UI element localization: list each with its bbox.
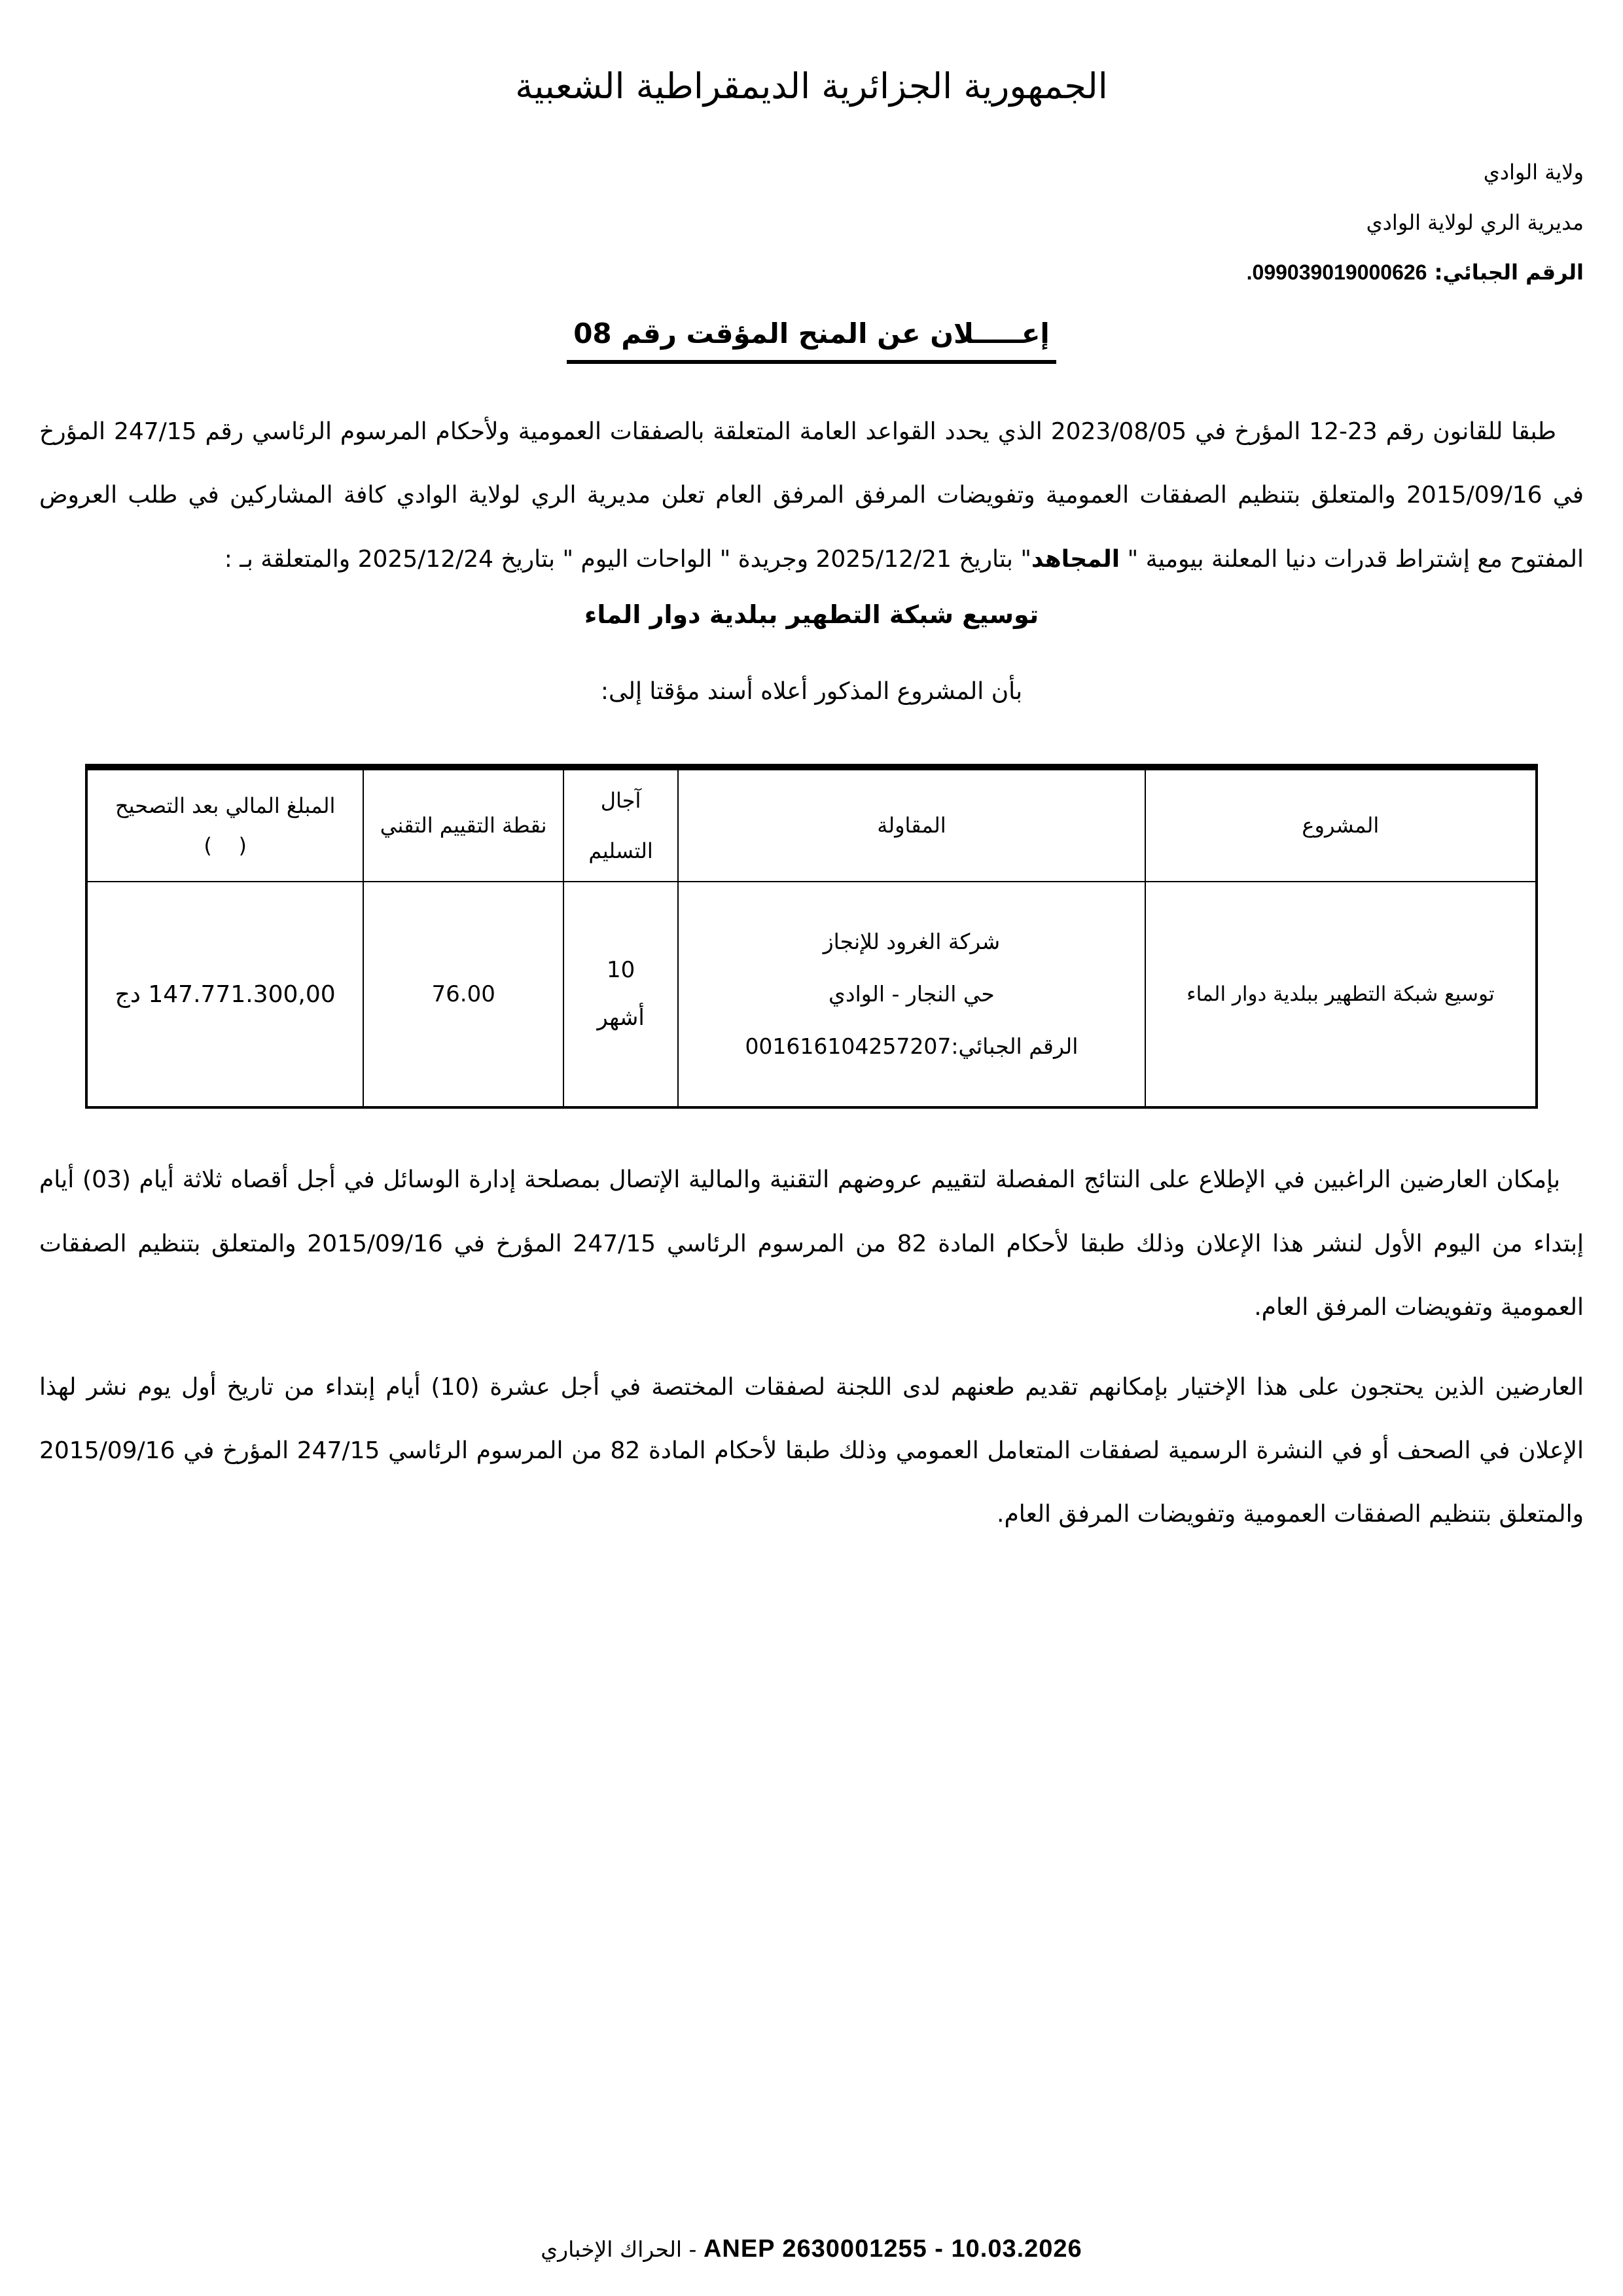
intro-text-1: طبقا للقانون رقم 23-12 المؤرخ في 2023/08/05 الذي يحدد القواعد العامة المتعلقة بالصفقات العمومية ولأحكام المرسوم الرئاسي رقم 247/15 المؤرخ في 2015/09/16 والمتعلق بتنظيم الصفقات العمومية وتفويضات المرفق المرفق العام تعلن مديرية الري لولاية الوادي كافة المشاركين في طلب العروض المفتوح مع إشتراط قدرات دنيا المعلنة بيومية " [39,418,1584,573]
table-row [86,882,1537,1107]
issuer-block [39,147,1584,298]
fiscal-number: 099039019000626. [1246,260,1427,285]
col-header-project: المشروع [1145,767,1537,882]
amount-header-text: المبلغ المالي بعد التصحيح [115,793,336,818]
wilaya-line: ولاية الوادي [1483,159,1584,185]
intro-text-2: " بتاريخ 2025/12/21 وجريدة " الواحات اليوم " بتاريخ 2025/12/24 والمتعلقة بـ : [224,545,1031,573]
col-header-amount [86,767,363,882]
contractor-cell [678,882,1145,1107]
col-header-contractor: المقاولة [678,767,1145,882]
footer-separator: - [682,2236,704,2262]
republic-title: الجمهورية الجزائرية الديمقراطية الشعبية [515,65,1108,107]
assignment-line: بأن المشروع المذكور أعلاه أسند مؤقتا إلى: [600,677,1023,705]
col-header-delivery: آجال التسليم [563,767,678,882]
amount-header-parens: ( ) [204,833,247,858]
col-header-score: نقطة التقييم التقني [363,767,563,882]
directorate-line: مديرية الري لولاية الوادي [1366,209,1584,235]
contractor-fiscal: الرقم الجبائي:001616104257207 [745,1033,1079,1060]
fiscal-line [39,247,1584,298]
announcement-title [39,317,1584,364]
project-cell: توسيع شبكة التطهير ببلدية دوار الماء [1145,882,1537,1107]
project-title: توسيع شبكة التطهير ببلدية دوار الماء [584,600,1039,629]
intro-paragraph [39,400,1584,591]
delivery-cell [563,882,678,1107]
contractor-address: حي النجار - الوادي [829,981,995,1007]
announcement-title-text: إعـــــلان عن المنح المؤقت رقم 08 [567,317,1056,364]
table-header-row [86,767,1537,882]
score-cell: 76.00 [363,882,563,1107]
delivery-unit: أشهر [597,1005,645,1031]
fiscal-label: الرقم الجبائي: [1427,260,1584,285]
anep-number: ANEP 2630001255 - 10.03.2026 [703,2235,1082,2263]
results-paragraph: بإمكان العارضين الراغبين في الإطلاع على النتائج المفصلة لتقييم عروضهم التقنية والمالية الإتصال بمصلحة إدارة الوسائل في أجل أقصاه ثلاثة أيام (03) أيام إبتداء من اليوم الأول لنشر هذا الإعلان وذلك طبقا لأحكام المادة 82 من المرسوم الرئاسي 247/15 المؤرخ في 2015/09/16 والمتعلق بتنظيم الصفقات العمومية وتفويضات المرفق العام. [39,1166,1584,1321]
contractor-name: شركة الغرود للإنجاز [823,929,1001,955]
award-table [85,764,1538,1109]
news-agency-name: الحراك الإخباري [541,2236,683,2262]
page-footer [0,2235,1623,2263]
appeal-paragraph: العارضين الذين يحتجون على هذا الإختيار بإمكانهم تقديم طعنهم لدى اللجنة لصفقات المختصة في أجل عشرة (10) أيام إبتداء من تاريخ أول يوم نشر لهذا الإعلان في الصحف أو في النشرة الرسمية لصفقات المتعامل العمومي وذلك طبقا لأحكام المادة 82 من المرسوم الرئاسي 247/15 المؤرخ في 2015/09/16 والمتعلق بتنظيم الصفقات العمومية وتفويضات المرفق العام. [39,1373,1584,1528]
journal-name: المجاهد [1031,545,1120,573]
delivery-value: 10 [606,956,635,983]
amount-cell: 147.771.300,00 دج [86,882,363,1107]
